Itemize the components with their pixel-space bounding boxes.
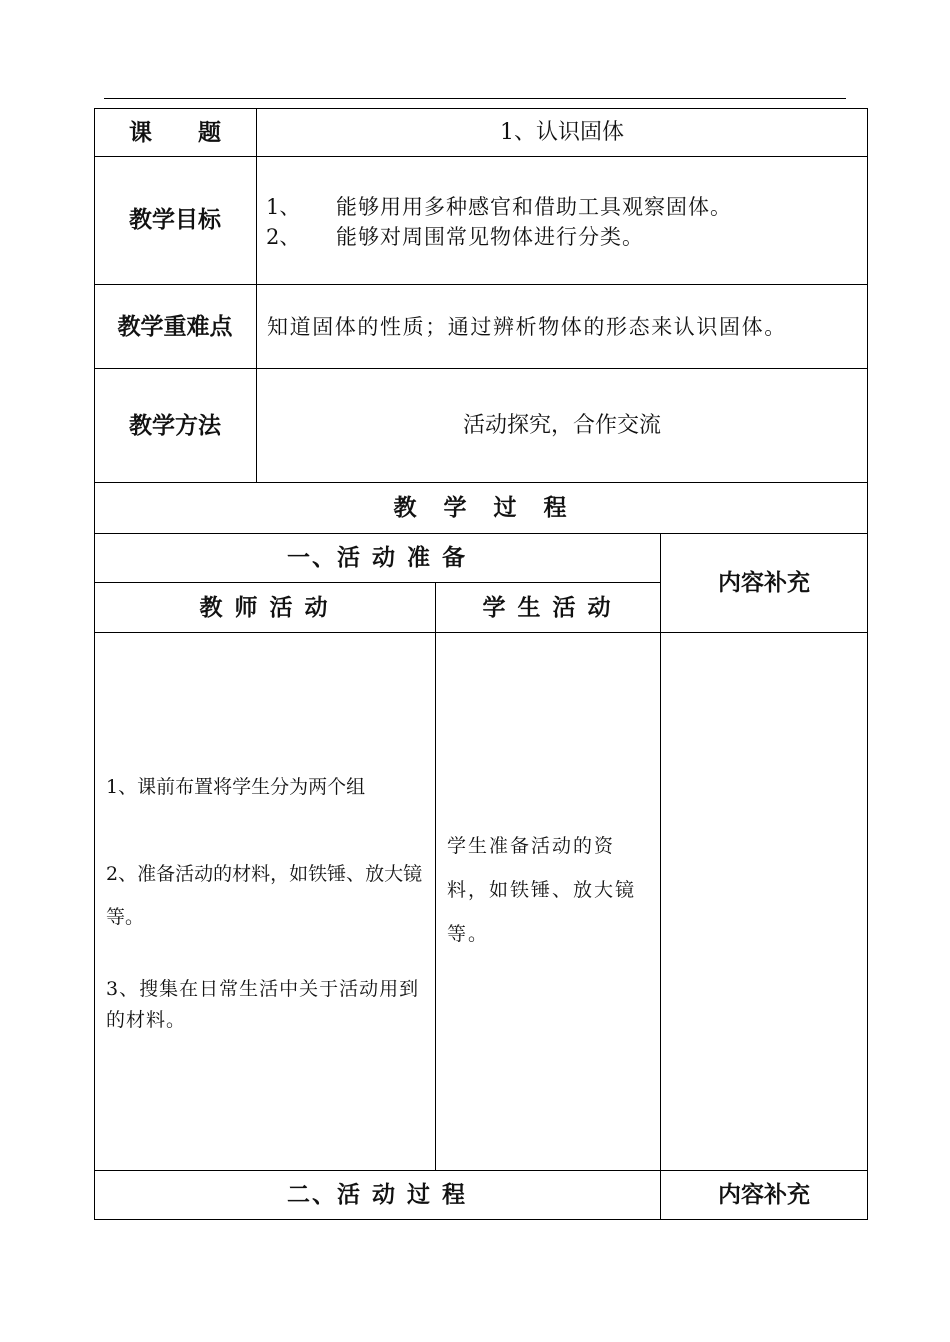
section2-title: 二、活 动 过 程 (286, 1182, 468, 1208)
student-activity-text: 学生准备活动的资料，如铁锤、放大镜等。 (447, 835, 637, 945)
row-divider (94, 533, 868, 534)
method-value: 活动探究，合作交流 (462, 413, 661, 438)
row-divider (94, 632, 868, 633)
lesson-plan-table (94, 108, 868, 1220)
method-label: 教学方法 (129, 413, 221, 439)
goal-item-text: 能够用用多种感官和借助工具观察固体。 (336, 195, 732, 219)
row-divider (94, 284, 868, 285)
row-divider (94, 582, 660, 583)
column-divider (660, 533, 661, 1220)
teacher-activity-item: 3、搜集在日常生活中关于活动用到的材料。 (106, 978, 420, 1031)
supplement-label-2: 内容补充 (718, 1182, 810, 1208)
teacher-activity-item: 2、准备活动的材料，如铁锤、放大镜等。 (106, 863, 423, 928)
process-title: 教 学 过 程 (393, 495, 569, 521)
goal-item-number: 2、 (266, 225, 301, 249)
header-rule (104, 98, 846, 99)
topic-value: 1、认识固体 (500, 120, 624, 145)
column-divider (435, 582, 436, 1170)
keypoints-label: 教学重难点 (117, 314, 233, 340)
teacher-activity-item: 1、课前布置将学生分为两个组 (106, 776, 366, 798)
row-divider (94, 368, 868, 369)
goals-label: 教学目标 (129, 207, 221, 233)
row-divider (94, 482, 868, 483)
topic-label: 课 题 (129, 120, 221, 146)
goal-item-text: 能够对周围常见物体进行分类。 (336, 225, 644, 249)
row-divider (94, 1170, 868, 1171)
teacher-activity-header: 教 师 活 动 (199, 595, 330, 621)
row-divider (94, 156, 868, 157)
supplement-label: 内容补充 (718, 570, 810, 596)
goal-item-number: 1、 (266, 195, 301, 219)
student-activity-header: 学 生 活 动 (482, 595, 613, 621)
section1-title: 一、活 动 准 备 (286, 545, 468, 571)
keypoints-value: 知道固体的性质；通过辨析物体的形态来认识固体。 (267, 315, 787, 339)
